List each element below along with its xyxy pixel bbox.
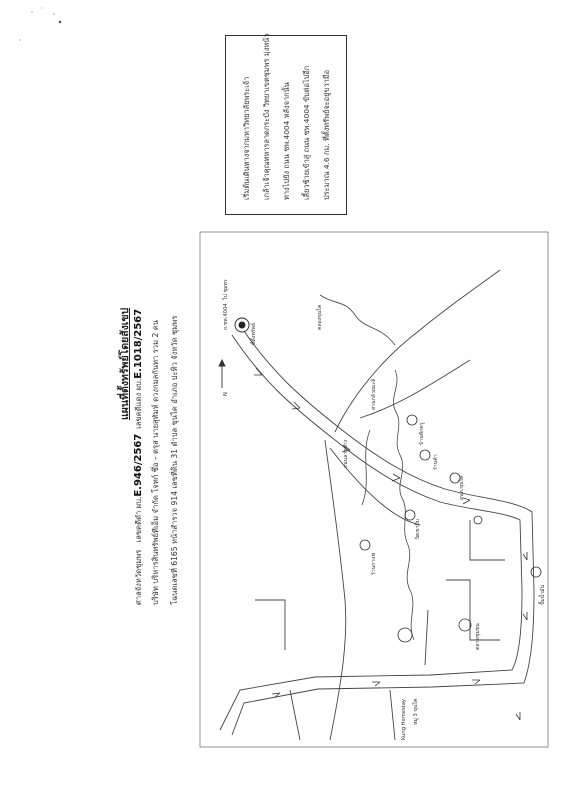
place-label-4: อบต.ขุนไค — [459, 475, 465, 500]
side-lane-1 — [470, 520, 505, 560]
deed-line: โฉนดเลขที่ 6165 หน้าสำรวจ 914 เลขที่ดิน 31 ตำบล ขุนไค อำเภอ ปะทิว จังหวัด ชุมพร — [170, 315, 179, 605]
parties-line: บริษัท บริหารสินทรัพย์ทีเอ็ม จำกัด โจทก์ ซึ่อ – ตรุส นายสุทัมห์ ดวงกมลกันทา รวม 2 คน — [151, 320, 160, 605]
property-marker — [235, 318, 249, 332]
directions-line-4: เลี้ยวซ้ายเข้าสู่ ถนน ชพ.4004 ขับต่อไปอีก — [302, 65, 311, 200]
branch-road-1 — [325, 440, 346, 740]
road-mid-label: ถนนลาดยาง — [343, 439, 349, 468]
place-label-3: ร้านค้า — [433, 454, 439, 470]
red-case-prefix: เลขคดีแดง ผบ. — [134, 378, 143, 429]
north-arrow — [219, 360, 225, 388]
branch-road-3 — [335, 270, 500, 432]
place-label-1: สวนกล้วยมะลิ — [371, 378, 377, 410]
side-lane-5 — [390, 690, 395, 740]
road-top-label: ถ.ชพ.4004 — [223, 303, 229, 330]
landmark-pins — [360, 415, 541, 642]
creek-line — [393, 370, 414, 640]
directions-line-3: ทางไปยัง ถนน ชพ.4004 หลังจากนั้น — [282, 82, 291, 200]
road-right-label: ไป ชุมพร — [223, 279, 229, 300]
side-lane-3 — [255, 600, 285, 650]
directions-line-1: เริ่มต้นเดินทางจากมหาวิทยาลัยพระเจ้า — [242, 76, 251, 200]
place-label-7: ตลาดชุมชน — [475, 623, 481, 650]
property-label: ที่ตั้งทรัพย์ — [251, 323, 257, 345]
creek-line-2 — [317, 295, 395, 345]
creek-line-3 — [362, 430, 370, 505]
document-title: แผนที่ตั้งทรัพย์โดยสังเขป — [119, 307, 131, 420]
map-frame — [200, 232, 548, 747]
place-label-9: Kung Homestay — [401, 699, 407, 740]
black-case-prefix: เลขคดีดำ ผบ. — [134, 496, 143, 543]
place-label-8: ปั๊มน้ำมัน — [540, 584, 546, 605]
creek-label: คลองขุนไค — [317, 304, 323, 330]
place-label-2: บ้านพักครู — [419, 422, 425, 445]
place-label-10: หมู่ 3 ขุนไค — [413, 698, 419, 725]
directions-line-5: ประมาณ 4.6 กม. ที่ตั้งทรัพย์จะอยู่ขวามือ — [322, 69, 331, 200]
side-lane-4 — [290, 690, 300, 740]
court-name: ศาลจังหวัดชุมพร — [134, 549, 143, 605]
main-road-edge — [232, 331, 534, 735]
side-lane-6 — [425, 610, 428, 665]
place-label-6: ร้านกาแฟ — [371, 552, 377, 575]
north-label: N — [223, 392, 229, 396]
road-arrows — [254, 368, 527, 720]
black-case-number: E.946/2567 — [133, 433, 144, 497]
place-label-5: วัดเขาปีบ — [415, 518, 421, 540]
red-case-number: E.1018/2567 — [133, 308, 144, 379]
side-lane-2 — [446, 580, 500, 640]
directions-line-2: เกล้าเจ้าคุณทหารลาดกระบัง วิทยาเขตชุมพร มุ่งหน้า — [262, 33, 271, 200]
